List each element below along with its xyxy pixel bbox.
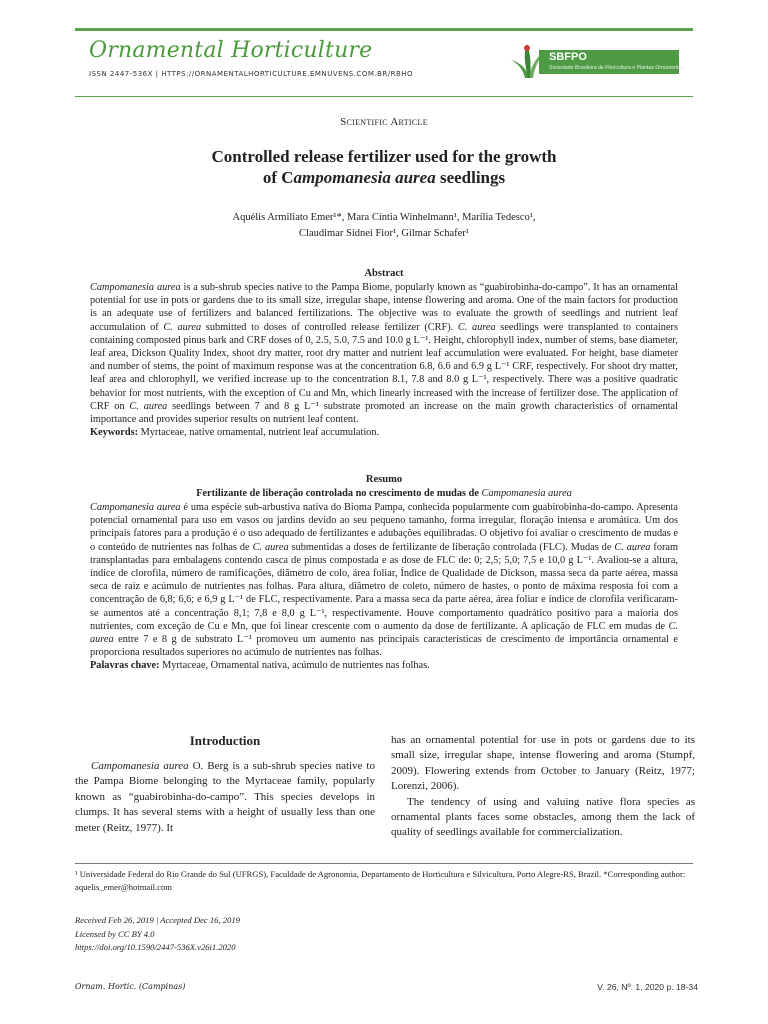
resumo-text-2: submentidas a doses de fertilizante de liberação controlada (FLC). Mudas de <box>288 541 615 553</box>
authors-line-1: Aquélis Armiliato Emer¹*, Mara Cíntia Winhelmann¹, Marília Tedesco¹, <box>232 212 536 223</box>
introduction-heading: Introduction <box>189 733 261 748</box>
title-line-2-pre: of C <box>262 168 294 187</box>
abstract-species: Campomanesia aurea <box>90 282 181 293</box>
abstract-keywords-label: Keywords: <box>90 427 139 439</box>
resumo-text-1: é uma espécie sub-arbustiva nativa do Bioma Pampa, conhecida popularmente com guabirobinha-do-campo. Apresenta potencial ornamental para uso em vasos ou jardins devido ao seu pequeno tamanho, forma irregular, floração intensa e aromática. Um dos principais fatores para a produção é o uso adequado de fertilizantes e adubações equilibradas. O objetivo foi avaliar o crescimento de mudas e o conteúdo de nutrientes nas folhas de <box>90 502 678 553</box>
resumo-species: Campomanesia aurea <box>90 502 181 513</box>
resumo-subtitle-species: Campomanesia aurea <box>481 488 572 499</box>
header-top-rule <box>75 28 693 31</box>
sbfpo-logo <box>509 42 687 80</box>
article-title <box>100 146 668 188</box>
abstract-body <box>90 281 678 439</box>
introduction-column-right <box>391 733 695 841</box>
resumo-species-2: C. aurea <box>252 541 289 553</box>
logo-abbreviation: SBFPO <box>549 51 587 63</box>
abstract-text-2: submitted to doses of controlled release fertilizer (CRF). <box>201 321 458 333</box>
received-accepted: Received Feb 26, 2019 | Accepted Dec 16, 2019 <box>75 915 240 925</box>
resumo-subtitle <box>90 488 678 499</box>
intro-paragraph-1 <box>75 759 375 836</box>
abstract-species-4: C. aurea <box>129 400 168 412</box>
resumo-body <box>90 501 678 673</box>
resumo-keywords-label: Palavras chave: <box>90 660 160 672</box>
introduction-column-left <box>75 733 375 836</box>
intro-paragraph-2: The tendency of using and valuing native flora species as ornamental plants faces some obstacles, among them the lack of quality of seedlings available for commercialization. <box>391 795 695 839</box>
resumo-text-3: foram transplantadas para embalagens contendo casca de pinus compostada e as dose de FLC de: 0; 2,5; 5,0; 7,5 e 10,0 g L⁻¹. Avaliou-se a altura, índice de clorofila, número de ramificações, diâmetro de colo, área foliar, Índice de Qualidade de Dickson, massa seca da parte aérea, massa seca de raiz e acúmulo de nutrientes nas folhas. Para altura, diâmetro de coleto, número de hastes, o ponto de máxima resposta foi com a concentração de 6,8; 6,6; e 6,9 g L⁻¹ de FLC, respectivamente. Para a massa seca da parte aérea, área foliar e índice de clorofila verificaram-se aumentos até a concentração 8,1; 7,8 e 8,0 g L⁻¹, respectivamente. Houve comportamento quadrático positivo para a maioria dos nutrientes, com exceção de Cu e Mn, que foi linear crescente com o aumento da dose de fertilizante. A aplicação de FLC em mudas de <box>90 541 678 632</box>
footnote-rule <box>75 863 693 864</box>
title-line-2-post: seedlings <box>435 168 506 187</box>
journal-header <box>75 34 693 96</box>
resumo-species-4: C. aurea <box>90 620 678 646</box>
journal-citation: Ornam. Hortic. (Campinas) <box>75 982 186 991</box>
license-text: Licensed by CC BY 4.0 <box>75 928 155 939</box>
journal-issn-url: ISSN 2447-536X | HTTPS://ORNAMENTALHORTICULTURE.EMNUVENS.COM.BR/RBHO <box>89 70 414 78</box>
resumo-species-3: C. aurea <box>614 541 651 553</box>
abstract-species-3: C. aurea <box>457 321 496 333</box>
intro-paragraph-1-cont: has an ornamental potential for use in pots or gardens due to its small size, irregular shape, intense flowering and aroma (Stumpf, 2009). Flowering extends from October to January (Reitz, 1977; Lorenzi, 2006). <box>391 734 695 793</box>
doi-link[interactable]: https://doi.org/10.1590/2447-536X.v26i1.2020 <box>75 942 236 953</box>
intro-species: Campomanesia aurea <box>91 760 189 772</box>
abstract-text-3: seedlings were transplanted to containers containing composted pinus bark and CRF doses of 0, 2.5, 5.0, 7.5 and 10.0 g L⁻¹. Height, chlorophyll index, number of stems, base diameter, leaf area, Dickson Quality Index, shoot dry matter, root dry matter and nutrient leaf accumulation were evaluated. For height, base diameter and number of stems, the point of maximum response was at the concentration 6.8, 6.6 and 6.9 g L⁻¹ CRF, respectively. For shoot dry matter, leaf area and chlorophyll, we verified increase up to the concentration 8.1, 7.8 and 8.0 g L⁻¹, respectively. There was a positive quadratic behavior for most nutrients, with the exception of Cu and Mn, which linearly increased with the increase of fertilizer dose. The application of CRF on <box>90 321 678 412</box>
article-type: Scientific Article <box>340 116 428 128</box>
affiliation-footnote: ¹ Universidade Federal do Rio Grande do Sul (UFRGS), Faculdade de Agronomia, Departamento de Horticultura e Silvicultura, Porto Alegre-RS, Brazil. *Corresponding author: aquelis_emer@hotmail.com <box>75 869 686 892</box>
intro-p1-text: O. Berg is a sub-shrub species native to the Pampa Biome belonging to the Myrtaceae family, popularly known as “guabirobinha-do-campo”. This species develops in clumps. It has several stems with a height of usually less than one meter (Reitz, 1977). It <box>75 760 375 834</box>
article-history <box>75 914 240 955</box>
logo-society-name: Sociedade Brasileira de Floricultura e Plantas Ornamentais <box>549 65 686 71</box>
volume-pages: V. 26, Nº. 1, 2020 p. 18-34 <box>597 982 698 992</box>
abstract-heading: Abstract <box>364 268 404 279</box>
title-species: ampomanesia aurea <box>293 168 436 187</box>
author-list <box>120 210 648 242</box>
header-bottom-rule <box>75 96 693 97</box>
journal-title: Ornamental Horticulture <box>89 38 373 63</box>
abstract-text-4: seedlings between 7 and 8 g L⁻¹ substrate promoted an increase on the main growth characteristics of ornamental importance and provides superior results on nutrient leaf content. <box>90 400 678 426</box>
abstract-keywords: Myrtaceae, native ornamental, nutrient leaf accumulation. <box>138 427 380 439</box>
resumo-subtitle-text: Fertilizante de liberação controlada no crescimento de mudas de <box>196 488 482 499</box>
abstract-species-2: C. aurea <box>163 321 202 333</box>
authors-line-2: Claudimar Sidnei Fior¹, Gilmar Schafer¹ <box>299 228 469 239</box>
abstract-text-1: is a sub-shrub species native to the Pampa Biome, popularly known as “guabirobinha-do-campo”. It has an ornamental potential for use in pots or gardens due to its small size, irregular shape, intense flowering and aroma. One of the main factors for production is an adequate use of fertilizers and balanced fertilizations. The objective was to evaluate the growth of seedlings and nutrient leaf accumulation of <box>90 282 678 333</box>
resumo-keywords: Myrtaceae, Ornamental nativa, acúmulo de nutrientes nas folhas. <box>159 660 430 672</box>
resumo-heading: Resumo <box>365 474 403 485</box>
title-line-1: Controlled release fertilizer used for the growth <box>211 147 557 166</box>
resumo-text-4: entre 7 e 8 g de substrato L⁻¹ promoveu um aumento nas principais características de crescimento de importância ornamental e proporciona resultados superiores no acúmulo de nutrientes nas folhas. <box>90 634 678 659</box>
